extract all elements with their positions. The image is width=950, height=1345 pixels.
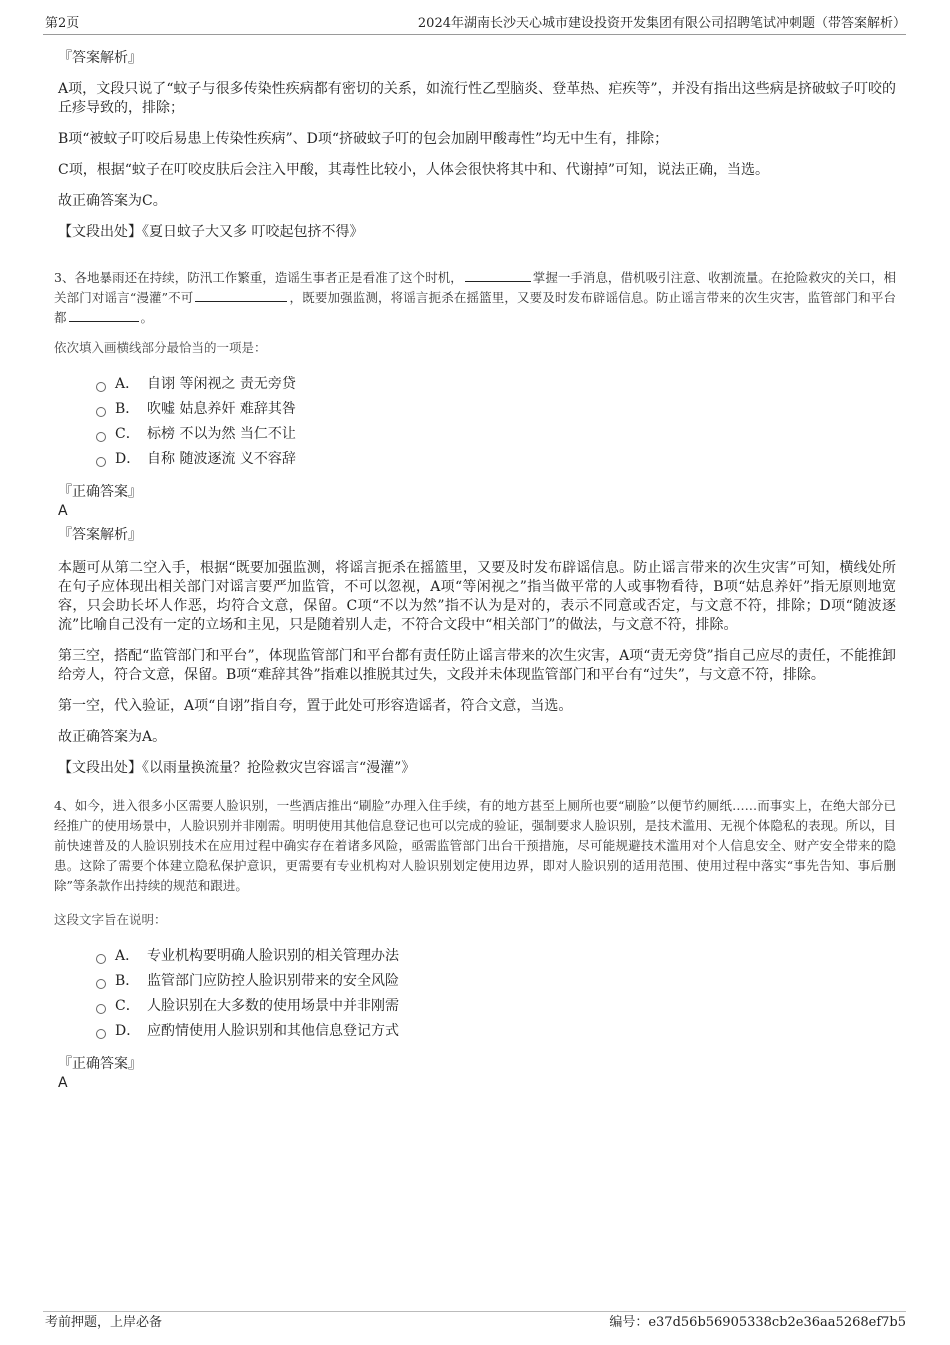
q3-option-c[interactable]	[96, 422, 896, 447]
document-id: 编号：e37d56b56905338cb2e36aa5268ef7b5	[609, 1315, 906, 1330]
radio-icon[interactable]	[96, 457, 106, 467]
option-letter: C．	[115, 426, 140, 442]
q2-analysis-p2: B项“被蚊子叮咬后易患上传染性疾病”、D项“挤破蚊子叮的包会加剧甲酸毒性”均无中生有，排除；	[58, 131, 669, 147]
option-text: 吹嘘 姑息养奸 难辞其咎	[147, 401, 296, 417]
q3-source: 【文段出处】《以雨量换流量？抢险救灾岂容谣言“漫灌”》	[58, 760, 416, 776]
q3-stem-part-2: 掌握一手消息，借机吸引注意、收割流量。在抢险救灾的关口，相关部门对谣言“漫灌”不可	[54, 270, 896, 305]
radio-icon[interactable]	[96, 1004, 106, 1014]
option-letter: B．	[115, 401, 140, 417]
option-text: 标榜 不以为然 当仁不让	[147, 426, 296, 442]
radio-icon[interactable]	[96, 1029, 106, 1039]
option-text: 应酌情使用人脸识别和其他信息登记方式	[147, 1023, 399, 1039]
radio-icon[interactable]	[96, 954, 106, 964]
q3-analysis-p1: 本题可从第二空入手，根据“既要加强监测，将谣言扼杀在摇篮里，又要及时发布辟谣信息。防止谣言带来的次生灾害”可知，横线处所在句子应体现出相关部门对谣言要严加监管，不可以忽视，A项“等闲视之”指当做平常的人或事物看待，B项“姑息养奸”指无原则地宽容，只会助长坏人作恶，均符合文意，保留。C项“不以为然”指不认为是对的，表示不同意或否定，与文意不符，排除；D项“随波逐流”比喻自己没有一定的立场和主见，只是随着别人走，不符合文段中“相关部门”的做法，与文意不符，排除。	[58, 560, 896, 633]
q3-option-b[interactable]	[96, 397, 896, 422]
q3-stem-part-4: 。	[140, 310, 154, 325]
radio-icon[interactable]	[96, 979, 106, 989]
page-content	[56, 48, 896, 1097]
q4-prompt: 这段文字旨在说明：	[54, 912, 167, 927]
page-footer	[43, 1311, 906, 1334]
footer-slogan: 考前押题，上岸必备	[45, 1315, 163, 1330]
q4-stem: 4、如今，进入很多小区需要人脸识别，一些酒店推出“刷脸”办理入住手续，有的地方甚至上厕所也要“刷脸”以便节约厕纸……而事实上，在绝大部分已经推广的使用场景中，人脸识别并非刚需。明明使用其他信息登记也可以完成的验证，强制要求人脸识别，是技术滥用、无视个体隐私的表现。所以，目前快速普及的人脸识别技术在应用过程中确实存在着诸多风险，亟需监管部门出台干预措施，尽可能规避技术滥用对个人信息安全、财产安全带来的隐患。这除了需要个体建立隐私保护意识，更需要有专业机构对人脸识别划定使用边界，即对人脸识别的适用范围、使用过程中落实“事先告知、事后删除”等条款作出持续的规范和跟进。	[54, 798, 896, 893]
option-letter: A．	[115, 376, 140, 392]
q4-option-c[interactable]	[96, 994, 896, 1019]
q2-analysis-p3: C项，根据“蚊子在叮咬皮肤后会注入甲酸，其毒性比较小，人体会很快将其中和、代谢掉”可知，说法正确，当选。	[58, 162, 770, 178]
q2-analysis-label: 『答案解析』	[58, 50, 142, 66]
q3-analysis-label: 『答案解析』	[58, 527, 142, 543]
document-title: 2024年湖南长沙天心城市建设投资开发集团有限公司招聘笔试冲刺题（带答案解析）	[417, 16, 906, 31]
q3-analysis-p3: 第一空，代入验证，A项“自诩”指自夸，置于此处可形容造谣者，符合文意，当选。	[58, 698, 573, 714]
q4-answer: A	[58, 1075, 68, 1091]
option-letter: C．	[115, 998, 140, 1014]
q2-source: 【文段出处】《夏日蚊子大又多 叮咬起包挤不得》	[58, 224, 364, 240]
q3-blank-3	[69, 309, 139, 322]
q4-option-b[interactable]	[96, 969, 896, 994]
page-header	[43, 14, 906, 35]
q2-analysis-p1: A项，文段只说了“蚊子与很多传染性疾病都有密切的关系，如流行性乙型脑炎、登革热、疟疾等”，并没有指出这些病是挤破蚊子叮咬的丘疹导致的，排除；	[58, 81, 896, 116]
option-text: 自诩 等闲视之 责无旁贷	[147, 376, 296, 392]
option-text: 专业机构要明确人脸识别的相关管理办法	[147, 948, 399, 964]
radio-icon[interactable]	[96, 382, 106, 392]
q3-stem	[54, 268, 896, 328]
option-text: 人脸识别在大多数的使用场景中并非刚需	[147, 998, 399, 1014]
option-text: 自称 随波逐流 义不容辞	[147, 451, 296, 467]
q3-prompt: 依次填入画横线部分最恰当的一项是：	[54, 340, 267, 355]
radio-icon[interactable]	[96, 407, 106, 417]
q3-stem-part-1: 3、各地暴雨还在持续，防汛工作繁重，造谣生事者正是看准了这个时机，	[54, 270, 463, 285]
q3-blank-2	[195, 289, 287, 302]
q3-analysis-p4: 故正确答案为A。	[58, 729, 167, 745]
q4-option-d[interactable]	[96, 1019, 896, 1044]
q4-options	[96, 944, 896, 1044]
q3-option-d[interactable]	[96, 447, 896, 472]
page-number: 第2页	[45, 16, 80, 31]
option-letter: B．	[115, 973, 140, 989]
q4-answer-label: 『正确答案』	[58, 1056, 142, 1072]
q3-answer-label: 『正确答案』	[58, 484, 142, 500]
option-letter: D．	[115, 1023, 141, 1039]
q3-blank-1	[465, 269, 531, 282]
radio-icon[interactable]	[96, 432, 106, 442]
q3-options	[96, 372, 896, 472]
option-text: 监管部门应防控人脸识别带来的安全风险	[147, 973, 399, 989]
option-letter: D．	[115, 451, 141, 467]
q4-option-a[interactable]	[96, 944, 896, 969]
q3-answer: A	[58, 503, 68, 519]
q2-analysis-p4: 故正确答案为C。	[58, 193, 167, 209]
option-letter: A．	[115, 948, 140, 964]
q3-stem-part-3: ，既要加强监测，将谣言扼杀在摇篮里，又要及时发布辟谣信息。防止谣言带来的次生灾害，监管部门和平台都	[54, 290, 896, 325]
q3-analysis-p2: 第三空，搭配“监管部门和平台”，体现监管部门和平台都有责任防止谣言带来的次生灾害，A项“责无旁贷”指自己应尽的责任，不能推卸给旁人，符合文意，保留。B项“难辞其咎”指难以推脱其过失，文段并未体现监管部门和平台有“过失”，与文意不符，排除。	[58, 648, 896, 683]
q3-option-a[interactable]	[96, 372, 896, 397]
